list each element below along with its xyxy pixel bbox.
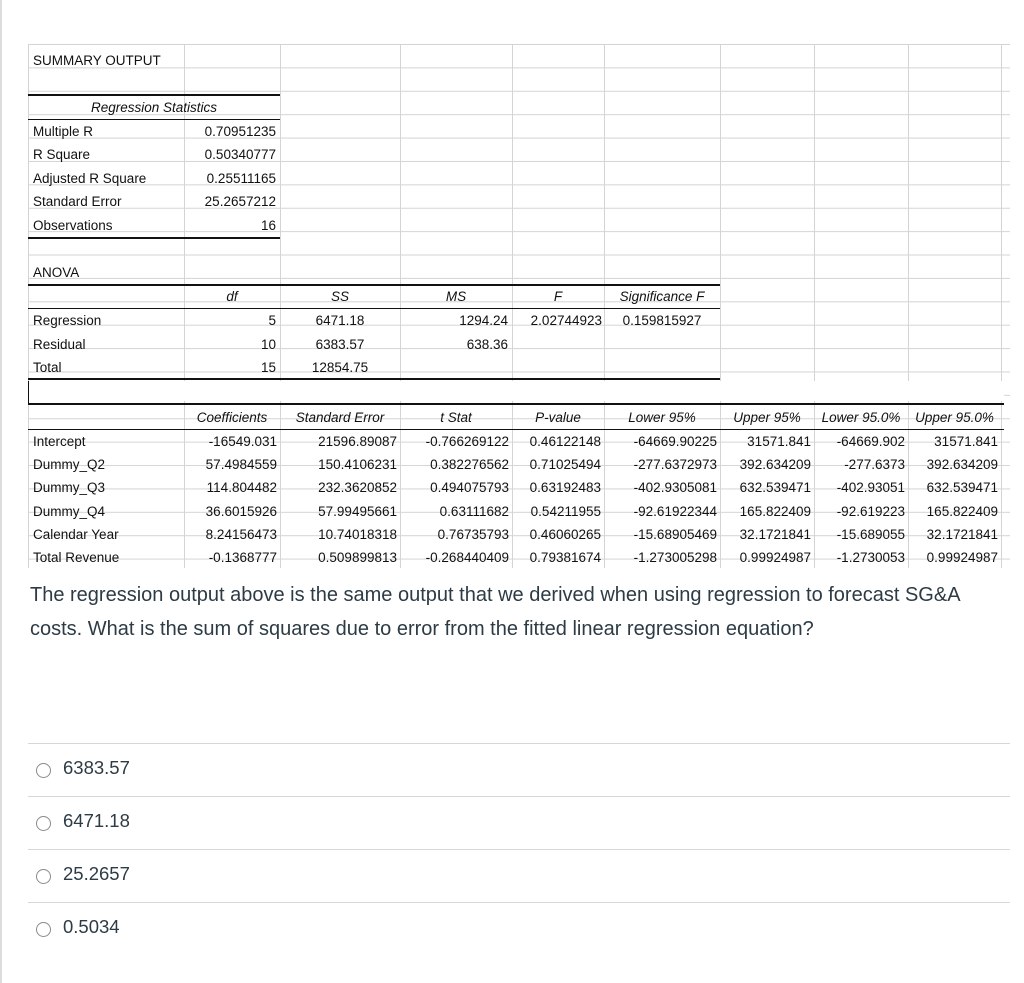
stat-value: 0.70951235: [204, 124, 276, 139]
p-value: 0.63192483: [529, 480, 601, 495]
lower-95-0-value: -1.2730053: [836, 550, 905, 565]
upper-95-0-value: 0.99924987: [926, 550, 998, 565]
lower-95-0-value: -92.619223: [836, 504, 905, 519]
t-stat-value: 0.494075793: [430, 480, 509, 495]
lower-95-0-value: -64669.902: [836, 434, 905, 449]
coef-row-label: Intercept: [33, 434, 86, 449]
regression-stats-header: Regression Statistics: [90, 100, 218, 115]
upper-95-0-value: 392.634209: [926, 457, 998, 472]
answer-option-label: 25.2657: [63, 863, 130, 884]
p-value: 0.46122148: [529, 434, 601, 449]
stat-label: Observations: [33, 218, 113, 233]
radio-button[interactable]: [36, 816, 51, 831]
coef-header: Coefficients: [196, 410, 268, 425]
upper-95-value: 392.634209: [739, 457, 811, 472]
upper-95-0-value: 165.822409: [926, 504, 998, 519]
anova-header-f: F: [553, 289, 563, 304]
stat-label: Multiple R: [33, 124, 94, 139]
anova-header-df: df: [226, 289, 238, 304]
std-error-value: 232.3620852: [318, 480, 397, 495]
anova-ss: 12854.75: [311, 360, 369, 375]
question-text: The regression output above is the same output that we derived when using regression to forecast SG&A costs. What is the sum of squares due to error from the fitted linear regression equation?: [30, 584, 960, 640]
coef-value: 114.804482: [206, 480, 277, 495]
coef-header: Upper 95.0%: [915, 410, 994, 425]
upper-95-value: 32.1721841: [739, 527, 811, 542]
anova-header-sig: Significance F: [619, 289, 705, 304]
stat-value: 25.2657212: [204, 194, 276, 209]
coef-value: -0.1368777: [208, 550, 277, 565]
summary-title: SUMMARY OUTPUT: [33, 53, 161, 68]
coef-header: Lower 95.0%: [821, 410, 901, 425]
anova-df: 10: [260, 337, 276, 352]
upper-95-0-value: 32.1721841: [926, 527, 998, 542]
coef-header: Standard Error: [295, 410, 385, 425]
answer-option-label: 0.5034: [63, 916, 120, 937]
answer-option[interactable]: [28, 796, 1010, 849]
lower-95-value: -277.6372973: [633, 457, 717, 472]
t-stat-value: 0.76735793: [437, 527, 509, 542]
left-border: [0, 0, 2, 983]
anova-ms: 1294.24: [459, 313, 508, 328]
lower-95-0-value: -402.93051: [836, 480, 905, 495]
t-stat-value: 0.63111682: [439, 504, 509, 519]
coef-row-label: Total Revenue: [33, 550, 120, 565]
lower-95-value: -15.68905469: [633, 527, 717, 542]
anova-row-label: Regression: [33, 313, 102, 328]
anova-title: ANOVA: [33, 265, 80, 280]
radio-button[interactable]: [36, 922, 51, 937]
std-error-value: 21596.89087: [318, 434, 397, 449]
lower-95-value: -1.273005298: [633, 550, 717, 565]
lower-95-value: -64669.90225: [633, 434, 717, 449]
upper-95-value: 632.539471: [739, 480, 811, 495]
std-error-value: 150.4106231: [318, 457, 397, 472]
t-stat-value: -0.766269122: [425, 434, 509, 449]
coef-header: Lower 95%: [628, 410, 696, 425]
coef-header: P-value: [535, 410, 581, 425]
lower-95-0-value: -277.6373: [844, 457, 905, 472]
answer-option-label: 6383.57: [63, 757, 130, 778]
p-value: 0.54211955: [530, 504, 601, 519]
stat-label: R Square: [33, 147, 91, 162]
t-stat-value: -0.268440409: [425, 550, 509, 565]
upper-95-0-value: 31571.841: [934, 434, 998, 449]
stat-value: 0.50340777: [204, 147, 276, 162]
coef-row-label: Calendar Year: [33, 527, 119, 542]
anova-header-ms: MS: [445, 289, 467, 304]
anova-header-ss: SS: [330, 289, 349, 304]
upper-95-value: 0.99924987: [739, 550, 811, 565]
answer-option-label: 6471.18: [63, 810, 130, 831]
answer-option[interactable]: [28, 902, 1010, 955]
anova-ms: 638.36: [466, 337, 508, 352]
lower-95-value: -402.9305081: [633, 480, 717, 495]
spreadsheet-image: [28, 44, 1010, 568]
answer-option[interactable]: [28, 849, 1010, 902]
anova-row-label: Total: [33, 360, 62, 375]
coef-value: 57.4984559: [205, 457, 277, 472]
anova-f: 2.02744923: [530, 313, 602, 328]
stat-value: 0.25511165: [206, 171, 276, 186]
upper-95-value: 165.822409: [739, 504, 811, 519]
anova-df: 15: [260, 360, 276, 375]
p-value: 0.46060265: [529, 527, 601, 542]
answer-option[interactable]: [28, 743, 1010, 796]
anova-ss: 6471.18: [315, 313, 365, 328]
std-error-value: 10.74018318: [318, 527, 397, 542]
std-error-value: 57.99495661: [318, 504, 397, 519]
coef-row-label: Dummy_Q3: [33, 480, 106, 495]
coef-row-label: Dummy_Q2: [33, 457, 106, 472]
lower-95-value: -92.61922344: [633, 504, 717, 519]
coef-value: 36.6015926: [205, 504, 277, 519]
p-value: 0.79381674: [529, 550, 601, 565]
anova-ss: 6383.57: [315, 337, 365, 352]
coef-header: t Stat: [440, 410, 472, 425]
radio-button[interactable]: [36, 763, 51, 778]
anova-sig: 0.159815927: [622, 313, 702, 328]
upper-95-value: 31571.841: [747, 434, 811, 449]
t-stat-value: 0.382276562: [430, 457, 509, 472]
coef-row-label: Dummy_Q4: [33, 504, 106, 519]
anova-df: 5: [268, 313, 276, 328]
p-value: 0.71025494: [529, 457, 601, 472]
stat-label: Standard Error: [33, 194, 122, 209]
upper-95-0-value: 632.539471: [926, 480, 998, 495]
lower-95-0-value: -15.689055: [836, 527, 905, 542]
coef-value: 8.24156473: [205, 527, 277, 542]
coef-header: Upper 95%: [733, 410, 801, 425]
coef-value: -16549.031: [208, 434, 277, 449]
std-error-value: 0.509899813: [318, 550, 397, 565]
radio-button[interactable]: [36, 869, 51, 884]
stat-value: 16: [260, 218, 276, 233]
stat-label: Adjusted R Square: [33, 171, 147, 186]
anova-row-label: Residual: [33, 337, 86, 352]
